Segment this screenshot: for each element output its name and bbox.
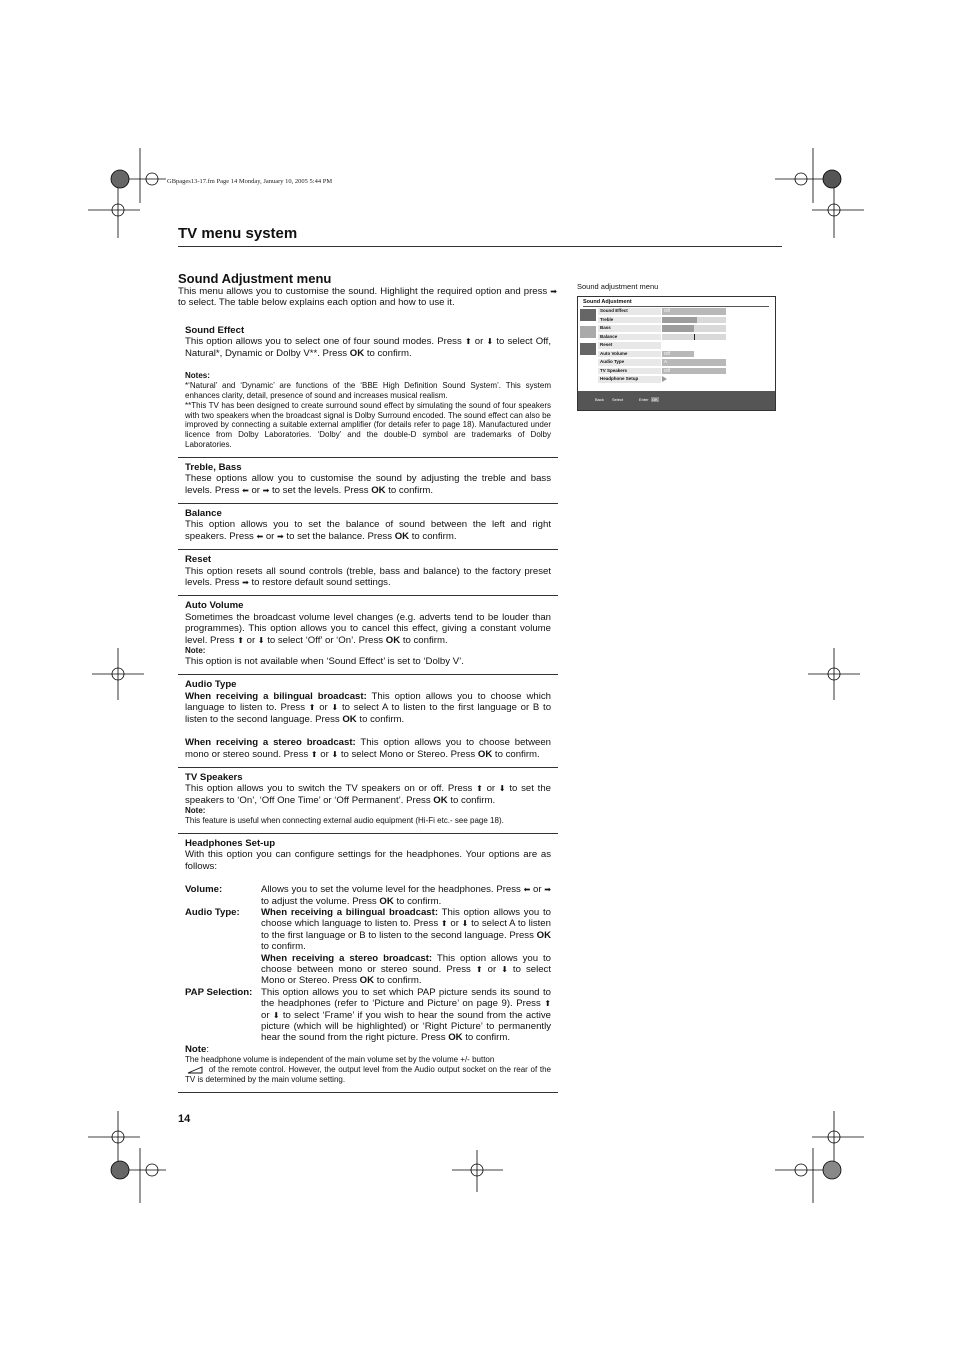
osd-footer — [578, 391, 775, 410]
note-label: Note: — [185, 806, 206, 816]
speaker-icon — [580, 309, 596, 321]
osd-value: Off — [662, 351, 694, 358]
osd-value: Off — [662, 368, 726, 375]
osd-value: Off — [662, 308, 726, 315]
right-arrow-icon: ➡ — [262, 485, 270, 495]
volume-icon — [187, 1066, 203, 1074]
crosshair-mark — [775, 148, 825, 203]
row-body: This option allows you to select one of four sound modes. Press ⬆ or ⬇ to select Off, Natural*, Dynamic or Dolby V**. Press OK to confirm. — [185, 336, 551, 359]
note-text: This option is not available when ‘Sound Effect’ is set to ‘Dolby V’. — [185, 656, 464, 668]
down-arrow-icon: ⬇ — [501, 965, 508, 974]
crosshair-mark — [775, 1148, 825, 1203]
left-arrow-icon: ⬅ — [242, 485, 249, 495]
page-title: TV menu system — [178, 225, 298, 242]
sound-icon — [580, 326, 596, 338]
osd-slider-treble — [662, 317, 726, 324]
row-body: These options allow you to customise the sound by adjusting the treble and bass levels. Press ⬅ or ➡ to set the levels. Press OK to confirm. — [185, 473, 551, 496]
print-slug: GBpages13-17.fm Page 14 Monday, January 10, 2005 5:44 PM — [167, 178, 333, 185]
osd-item-headphone-setup: Headphone Setup — [598, 376, 661, 383]
crosshair-mark — [812, 1111, 864, 1163]
osd-item-treble: Treble — [598, 317, 661, 324]
down-arrow-icon: ⬇ — [498, 784, 506, 794]
osd-slider-balance — [662, 334, 726, 341]
row-audio-type — [178, 675, 558, 767]
crosshair-mark — [452, 1150, 503, 1192]
right-arrow-icon: ➡ — [550, 287, 557, 296]
left-arrow-icon: ⬅ — [256, 531, 264, 541]
row-title: Reset — [185, 554, 212, 566]
row-title: Treble, Bass — [185, 461, 242, 473]
osd-item-bass: Bass — [598, 325, 661, 332]
osd-item-auto-volume: Auto Volume — [598, 351, 661, 358]
row-title: TV Speakers — [185, 771, 243, 783]
sound-adjustment-menu-screenshot — [577, 296, 776, 411]
intro-text: to select. The table below explains each option and how to use it. — [178, 297, 455, 309]
note-text: This feature is useful when connecting external audio equipment (Hi-Fi etc.- see page 18). — [185, 816, 504, 826]
row-title: Sound Effect — [185, 325, 245, 336]
right-arrow-icon: ➡ — [242, 578, 249, 588]
notes-label: Notes: — [185, 371, 210, 381]
row-body: This option resets all sound controls (treble, bass and balance) to the factory preset levels. Press ➡ to restore default sound settings. — [185, 565, 551, 589]
osd-footer-select: Select — [612, 397, 624, 402]
osd-title: Sound Adjustment — [583, 299, 632, 305]
left-arrow-icon: ⬅ — [523, 885, 531, 895]
intro-text: This menu allows you to customise the sound. Highlight the required option and press — [178, 286, 548, 297]
up-arrow-icon: ⬆ — [544, 999, 552, 1009]
osd-item-audio-type: Audio Type — [598, 359, 661, 366]
row-title: Headphones Set-up — [185, 837, 276, 849]
up-arrow-icon: ⬆ — [476, 784, 483, 794]
osd-footer-ok: OK — [652, 397, 658, 402]
options-table — [178, 321, 558, 1093]
down-arrow-icon: ⬇ — [272, 1010, 280, 1020]
volume-desc: Allows you to set the volume level for the headphones. Press ⬅ or ➡ to adjust the volume. Press OK to confirm. — [261, 884, 551, 907]
up-arrow-icon: ⬆ — [310, 749, 318, 759]
crosshair-mark — [92, 648, 144, 700]
row-title: Balance — [185, 508, 222, 520]
registration-dot — [111, 1161, 129, 1179]
row-reset — [178, 550, 558, 596]
up-arrow-icon: ⬆ — [464, 337, 472, 347]
osd-arrow-icon — [662, 376, 667, 382]
row-body: Sometimes the broadcast volume level changes (e.g. adverts tend to be louder than programmes). This option allows you to cancel this effect, giving a constant volume level. Press ⬆ or ⬇ to select ‘Off’ or ‘On’. Press OK to confirm. — [185, 611, 551, 646]
headphone-options — [185, 884, 551, 1044]
volume-label: Volume: — [185, 884, 223, 896]
registration-dot — [111, 170, 129, 188]
row-auto-volume — [178, 596, 558, 675]
row-body: When receiving a bilingual broadcast: This option allows you to choose which language to listen to. Press ⬆ or ⬇ to select A to listen to the first language or B to listen to the second language. Press OK to confirm. — [185, 690, 552, 725]
osd-slider-bass — [662, 325, 726, 332]
headphone-icon — [580, 343, 596, 355]
down-arrow-icon: ⬇ — [461, 919, 469, 929]
right-arrow-icon: ➡ — [544, 885, 551, 895]
row-body: When receiving a stereo broadcast: This option allows you to choose between mono or stereo sound. Press ⬆ or ⬇ to select Mono or Stereo. Press OK to confirm. — [185, 737, 552, 760]
down-arrow-icon: ⬇ — [486, 337, 494, 347]
crosshair-mark — [88, 1111, 140, 1163]
crosshair-mark — [812, 186, 864, 238]
crosshair-mark — [808, 648, 860, 700]
up-arrow-icon: ⬆ — [237, 635, 244, 645]
note-text: *‘Natural’ and ‘Dynamic’ are functions of the ‘BBE High Definition Sound System’. This system enhances clarity, detail, presence of sound and increases musical realism. — [185, 381, 551, 401]
down-arrow-icon: ⬇ — [257, 635, 265, 645]
up-arrow-icon: ⬆ — [475, 965, 483, 974]
audio-type-desc: When receiving a bilingual broadcast: This option allows you to choose which language to listen to. Press ⬆ or ⬇ to select A to listen to the first language or B to listen to the second language. Press OK to confirm. When receiving a stereo broadcast: This option allows you to choose between mono or stereo sound. Press ⬆ or ⬇ to select Mono or Stereo. Press OK to confirm. — [261, 906, 552, 987]
down-arrow-icon: ⬇ — [331, 703, 339, 713]
section-title: Sound Adjustment menu — [178, 271, 332, 286]
row-body: This option allows you to switch the TV speakers on or off. Press ⬆ or ⬇ to set the speakers to ‘On’, ‘Off One Time’ or ‘Off Permanent’. Press OK to confirm. — [185, 783, 552, 806]
right-arrow-icon: ➡ — [277, 531, 284, 541]
osd-item-balance: Balance — [598, 334, 661, 341]
audio-type-label: Audio Type: — [185, 906, 240, 918]
osd-value: A — [662, 359, 726, 366]
intro-paragraph — [178, 286, 557, 309]
row-tv-speakers — [178, 768, 558, 834]
figure-caption: Sound adjustment menu — [577, 282, 659, 291]
osd-footer-enter: Enter — [639, 397, 649, 402]
note-text: The headphone volume is independent of the main volume set by the volume +/- button of the remote control. However, the output level from the Audio output socket on the rear of the TV is determined by the main volume setting. — [185, 1055, 551, 1084]
crosshair-mark — [88, 186, 140, 238]
osd-item-tv-speakers: TV Speakers — [598, 368, 661, 375]
row-body: This option allows you to set the balance of sound between the left and right speakers. Press ⬅ or ➡ to set the balance. Press OK to confirm. — [185, 519, 551, 542]
up-arrow-icon: ⬆ — [308, 703, 316, 713]
osd-slider-fill — [662, 325, 694, 332]
note-heading: Note: — [185, 1043, 209, 1055]
note-text: **This TV has been designed to create surround sound effect by simulating the sound of four speakers with two speakers when the broadcast signal is Dolby Surround encoded. The sound effect can also be improved by connecting a suitable external amplifier (for details refer to page 18). Manufactured under licence from Dolby Laboratories. ‘Dolby’ and the double-D symbol are trademarks of Dolby Laboratories. — [185, 400, 551, 449]
row-sound-effect — [178, 321, 558, 458]
row-balance — [178, 504, 558, 550]
row-title: Audio Type — [185, 679, 237, 691]
pap-selection-desc: This option allows you to set which PAP picture sends its sound to the headphones (refer to ‘Picture and Picture’ on page 9). Press ⬆ or ⬇ to select ‘Frame’ if you wish to hear the sound from the active picture (which will be highlighted) or ‘Right Picture’ to permanently hear the sound from the right picture. Press OK to confirm. — [261, 986, 552, 1044]
title-rule — [178, 246, 782, 247]
note-label: Note: — [185, 646, 206, 656]
osd-balance-marker — [694, 334, 695, 341]
page-number: 14 — [178, 1113, 191, 1125]
osd-footer-back: Back — [595, 397, 604, 402]
osd-item-sound-effect: Sound Effect — [598, 308, 661, 315]
registration-dot — [823, 1161, 841, 1179]
down-arrow-icon: ⬇ — [331, 749, 339, 759]
pap-selection-label: PAP Selection: — [185, 986, 253, 998]
row-title: Auto Volume — [185, 600, 244, 612]
up-arrow-icon: ⬆ — [440, 919, 448, 929]
osd-item-reset: Reset — [598, 342, 661, 349]
row-treble-bass — [178, 458, 558, 504]
osd-slider-fill — [662, 317, 697, 324]
row-headphones — [178, 834, 558, 1093]
registration-dot — [823, 170, 841, 188]
row-body: With this option you can configure settings for the headphones. Your options are as follows: — [185, 849, 551, 872]
